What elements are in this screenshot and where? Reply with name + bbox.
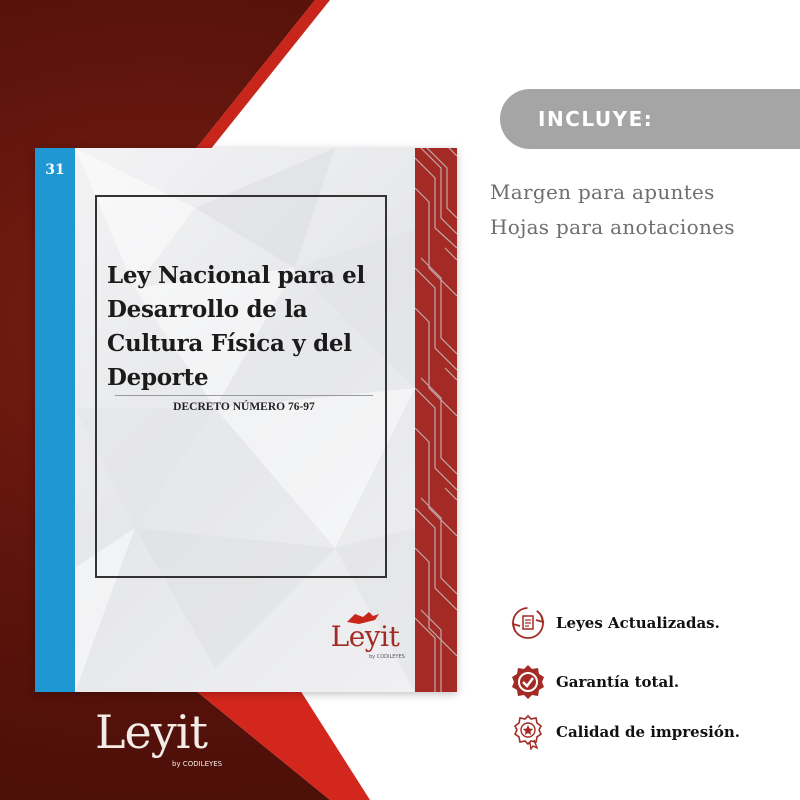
- perk-guarantee: [510, 664, 800, 704]
- cover-logo-sub: by CODILEYES: [369, 654, 405, 660]
- title-divider: [115, 395, 373, 396]
- quality-award-icon: [510, 714, 546, 750]
- cover-logo-text: Leyit: [330, 620, 400, 653]
- check-badge-icon: [510, 664, 546, 700]
- perk-print-quality: [510, 714, 800, 754]
- feature-item: Margen para apuntes: [490, 180, 715, 204]
- perk-label: Calidad de impresión.: [556, 723, 741, 741]
- red-pattern-spine: [415, 148, 457, 692]
- cover-logo: [325, 608, 405, 668]
- includes-heading: INCLUYE:: [538, 107, 654, 131]
- brand-logo: Leyit: [95, 705, 207, 759]
- perk-label: Garantía total.: [556, 673, 680, 691]
- book-title: Ley Nacional para el Desarrollo de la Cultura Física y del Deporte: [107, 262, 365, 391]
- feature-item: Hojas para anotaciones: [490, 215, 735, 239]
- spine-pattern: [415, 148, 457, 692]
- decree-number: DECRETO NÚMERO 76-97: [173, 401, 315, 413]
- blue-spine: [35, 148, 75, 692]
- perk-updated-laws: [510, 605, 800, 645]
- book-cover: [35, 148, 457, 692]
- includes-banner: [500, 89, 800, 149]
- refresh-cycle-icon: [510, 605, 546, 641]
- volume-number: 31: [45, 162, 65, 178]
- brand-sub: by CODILEYES: [172, 760, 223, 768]
- perk-label: Leyes Actualizadas.: [556, 614, 720, 632]
